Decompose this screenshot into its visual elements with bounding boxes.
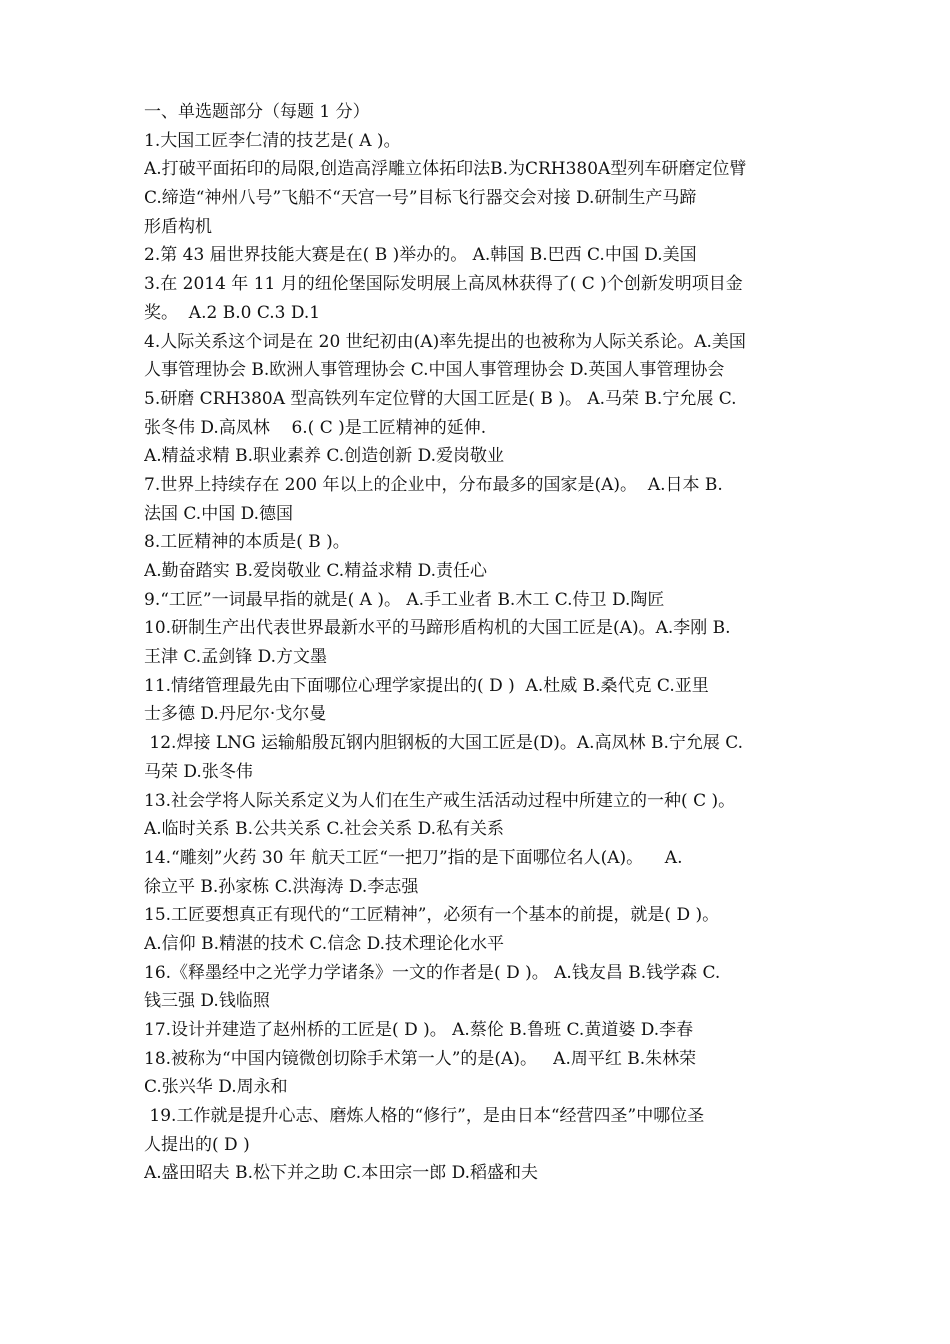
question-10: 10.研制生产出代表世界最新水平的马蹄形盾构机的大国工匠是(A)。A.李刚 B. <box>144 618 731 639</box>
document-body <box>144 98 816 1188</box>
question-18-options: C.张兴华 D.周永和 <box>144 1077 288 1098</box>
question-1-options: A.打破平面拓印的局限,创造高浮雕立体拓印法B.为CRH380A型列车研磨定位臂 <box>144 159 747 180</box>
question-2: 2.第 43 届世界技能大赛是在( B )举办的。 A.韩国 B.巴西 C.中国 D.美国 <box>144 245 697 266</box>
question-9: 9.“工匠”一词最早指的就是( A )。 A.手工业者 B.木工 C.侍卫 D.陶匠 <box>144 589 665 610</box>
question-18: 18.被称为“中国内镜微创切除手术第一人”的是(A)。 A.周平红 B.朱林荣 <box>144 1048 697 1069</box>
question-15: 15.工匠要想真正有现代的“工匠精神”，必须有一个基本的前提，就是( D )。 <box>144 905 720 926</box>
question-4: 4.人际关系这个词是在 20 世纪初由(A)率先提出的也被称为人际关系论。A.美国 <box>144 331 746 352</box>
question-4-options: 人事管理协会 B.欧洲人事管理协会 C.中国人事管理协会 D.英国人事管理协会 <box>144 360 725 381</box>
question-1-options: C.缔造“神州八号”飞船不“天宫一号”目标飞行器交会对接 D.研制生产马蹄 <box>144 188 697 209</box>
question-15-options: A.信仰 B.精湛的技术 C.信念 D.技术理论化水平 <box>144 933 505 954</box>
question-5: 5.研磨 CRH380A 型高铁列车定位臂的大国工匠是( B )。 A.马荣 B.宁允展 C. <box>144 388 737 409</box>
question-14: 14.“雕刻”火药 30 年 航天工匠“一把刀”指的是下面哪位名人(A)。 A. <box>144 847 683 868</box>
question-17: 17.设计并建造了赵州桥的工匠是( D )。 A.蔡伦 B.鲁班 C.黄道婆 D.李春 <box>144 1020 694 1040</box>
question-1-options: 形盾构机 <box>144 216 212 237</box>
section-heading: 一、单选题部分（每题 1 分） <box>144 102 370 122</box>
question-3: 3.在 2014 年 11 月的纽伦堡国际发明展上高凤林获得了( C )个创新发明项目金 <box>144 274 743 295</box>
question-11-options: 士多德 D.丹尼尔·戈尔曼 <box>144 704 327 725</box>
question-6-options: A.精益求精 B.职业素养 C.创造创新 D.爱岗敬业 <box>144 446 505 467</box>
question-14-options: 徐立平 B.孙家栋 C.洪海涛 D.李志强 <box>144 876 419 897</box>
question-11: 11.情绪管理最先由下面哪位心理学家提出的( D ) A.杜威 B.桑代克 C.亚里 <box>144 675 709 696</box>
question-7-options: 法国 C.中国 D.德国 <box>144 503 294 524</box>
question-16: 16.《释墨经中之光学力学诸条》一文的作者是( D )。 A.钱友昌 B.钱学森 C. <box>144 962 721 983</box>
question-13-options: A.临时关系 B.公共关系 C.社会关系 D.私有关系 <box>144 819 505 840</box>
question-5-6: 张冬伟 D.高凤林 6.( C )是工匠精神的延伸. <box>144 417 487 438</box>
question-3-options: 奖。 A.2 B.0 C.3 D.1 <box>144 302 321 323</box>
question-10-options: 王津 C.孟剑锋 D.方文墨 <box>144 647 328 668</box>
question-12: 12.焊接 LNG 运输船殷瓦钢内胆钢板的大国工匠是(D)。A.高凤林 B.宁允展 C. <box>144 733 744 754</box>
question-19: 19.工作就是提升心志、磨炼人格的“修行”，是由日本“经营四圣”中哪位圣 <box>144 1106 705 1127</box>
question-7: 7.世界上持续存在 200 年以上的企业中，分布最多的国家是(A)。 A.日本 B. <box>144 474 723 495</box>
question-13: 13.社会学将人际关系定义为人们在生产戒生活活动过程中所建立的一种( C )。 <box>144 790 736 811</box>
question-1: 1.大国工匠李仁清的技艺是( A )。 <box>144 130 401 151</box>
question-12-options: 马荣 D.张冬伟 <box>144 761 253 782</box>
question-19-cont: 人提出的( D ) <box>144 1134 250 1155</box>
question-8: 8.工匠精神的本质是( B )。 <box>144 532 350 553</box>
question-16-options: 钱三强 D.钱临照 <box>144 991 270 1012</box>
question-19-options: A.盛田昭夫 B.松下并之助 C.本田宗一郎 D.稻盛和夫 <box>144 1163 539 1184</box>
question-8-options: A.勤奋踏实 B.爱岗敬业 C.精益求精 D.责任心 <box>144 561 488 581</box>
